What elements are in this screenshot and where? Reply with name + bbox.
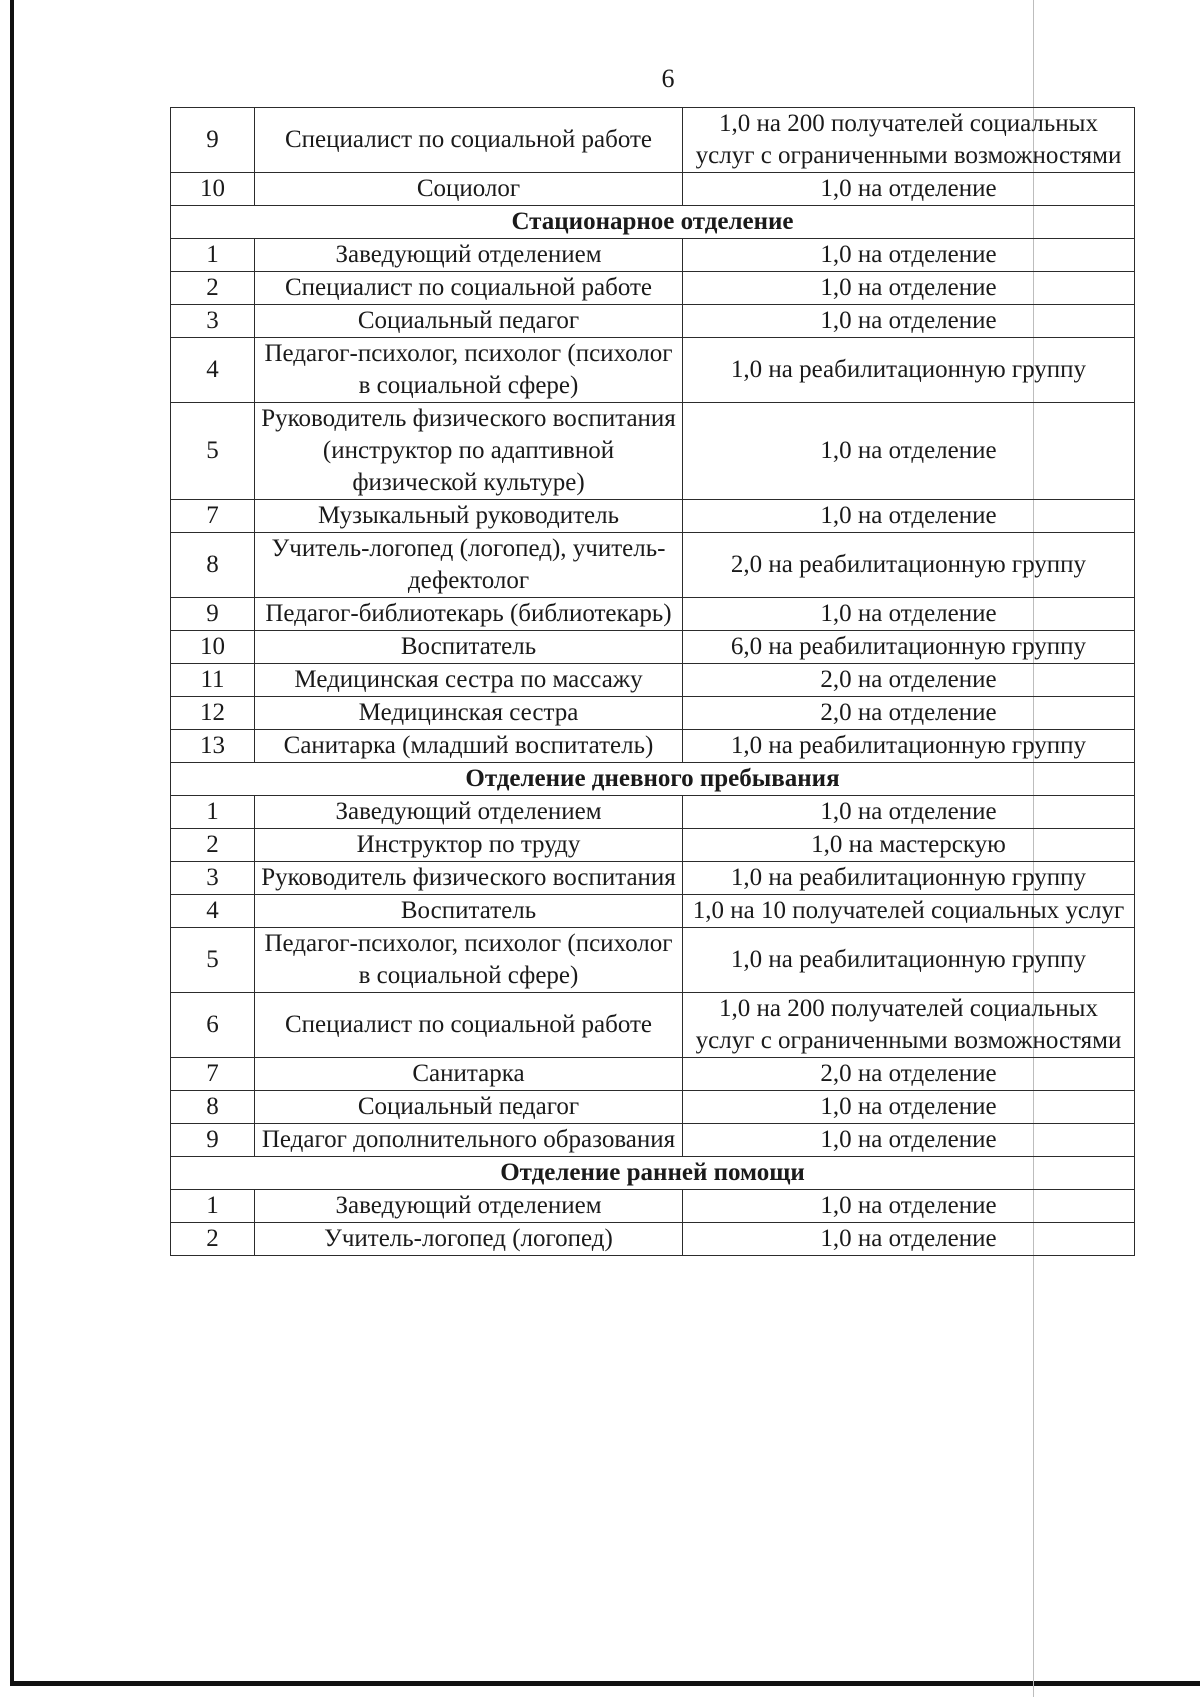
position-cell: Санитарка (младший воспитатель) — [255, 730, 683, 763]
row-number: 8 — [171, 533, 255, 598]
norm-cell: 1,0 на отделение — [683, 796, 1135, 829]
row-number: 13 — [171, 730, 255, 763]
section-title: Отделение ранней помощи — [171, 1157, 1135, 1190]
norm-cell: 2,0 на реабилитационную группу — [683, 533, 1135, 598]
norm-cell: 1,0 на отделение — [683, 1091, 1135, 1124]
table-row — [171, 338, 1135, 403]
table-row — [171, 239, 1135, 272]
norm-cell: 1,0 на 200 получателей социальных услуг с ограниченными возможностями — [683, 108, 1135, 173]
position-cell: Специалист по социальной работе — [255, 993, 683, 1058]
table-row — [171, 1058, 1135, 1091]
position-cell: Социолог — [255, 173, 683, 206]
table-body — [171, 108, 1135, 1256]
table-row — [171, 108, 1135, 173]
position-cell: Санитарка — [255, 1058, 683, 1091]
table-row — [171, 500, 1135, 533]
table-row — [171, 598, 1135, 631]
row-number: 4 — [171, 338, 255, 403]
position-cell: Руководитель физического воспитания — [255, 862, 683, 895]
table-row — [171, 928, 1135, 993]
position-cell: Педагог-библиотекарь (библиотекарь) — [255, 598, 683, 631]
position-cell: Музыкальный руководитель — [255, 500, 683, 533]
table-row — [171, 1223, 1135, 1256]
norm-cell: 1,0 на отделение — [683, 272, 1135, 305]
norm-cell: 1,0 на реабилитационную группу — [683, 928, 1135, 993]
norm-cell: 1,0 на отделение — [683, 1190, 1135, 1223]
norm-cell: 1,0 на 200 получателей социальных услуг с ограниченными возможностями — [683, 993, 1135, 1058]
norm-cell: 1,0 на реабилитационную группу — [683, 338, 1135, 403]
norm-cell: 1,0 на отделение — [683, 305, 1135, 338]
row-number: 11 — [171, 664, 255, 697]
row-number: 1 — [171, 796, 255, 829]
row-number: 5 — [171, 403, 255, 500]
row-number: 6 — [171, 993, 255, 1058]
table-row — [171, 895, 1135, 928]
norm-cell: 6,0 на реабилитационную группу — [683, 631, 1135, 664]
norm-cell: 2,0 на отделение — [683, 664, 1135, 697]
row-number: 2 — [171, 829, 255, 862]
section-header-row — [171, 763, 1135, 796]
position-cell: Воспитатель — [255, 895, 683, 928]
table-row — [171, 173, 1135, 206]
norm-cell: 1,0 на реабилитационную группу — [683, 862, 1135, 895]
position-cell: Руководитель физического воспитания (инструктор по адаптивной физической культуре) — [255, 403, 683, 500]
position-cell: Педагог-психолог, психолог (психолог в социальной сфере) — [255, 338, 683, 403]
section-header-row — [171, 1157, 1135, 1190]
norm-cell: 1,0 на отделение — [683, 1124, 1135, 1157]
norm-cell: 1,0 на отделение — [683, 500, 1135, 533]
section-title: Отделение дневного пребывания — [171, 763, 1135, 796]
row-number: 7 — [171, 500, 255, 533]
table-row — [171, 829, 1135, 862]
row-number: 12 — [171, 697, 255, 730]
norm-cell: 2,0 на отделение — [683, 1058, 1135, 1091]
row-number: 1 — [171, 239, 255, 272]
section-header-row — [171, 206, 1135, 239]
row-number: 3 — [171, 305, 255, 338]
table-row — [171, 533, 1135, 598]
table-row — [171, 631, 1135, 664]
norm-cell: 2,0 на отделение — [683, 697, 1135, 730]
table-row — [171, 993, 1135, 1058]
position-cell: Заведующий отделением — [255, 796, 683, 829]
position-cell: Воспитатель — [255, 631, 683, 664]
row-number: 3 — [171, 862, 255, 895]
staffing-norms-table — [170, 107, 1135, 1256]
row-number: 4 — [171, 895, 255, 928]
section-title: Стационарное отделение — [171, 206, 1135, 239]
position-cell: Учитель-логопед (логопед), учитель-дефектолог — [255, 533, 683, 598]
position-cell: Специалист по социальной работе — [255, 272, 683, 305]
norm-cell: 1,0 на мастерскую — [683, 829, 1135, 862]
norm-cell: 1,0 на отделение — [683, 1223, 1135, 1256]
row-number: 2 — [171, 1223, 255, 1256]
norm-cell: 1,0 на реабилитационную группу — [683, 730, 1135, 763]
row-number: 2 — [171, 272, 255, 305]
row-number: 10 — [171, 631, 255, 664]
row-number: 8 — [171, 1091, 255, 1124]
position-cell: Медицинская сестра по массажу — [255, 664, 683, 697]
page-number: 6 — [661, 64, 675, 93]
table-row — [171, 1124, 1135, 1157]
table-row — [171, 1091, 1135, 1124]
position-cell: Заведующий отделением — [255, 239, 683, 272]
norm-cell: 1,0 на 10 получателей социальных услуг — [683, 895, 1135, 928]
table-row — [171, 403, 1135, 500]
norm-cell: 1,0 на отделение — [683, 598, 1135, 631]
table-row — [171, 862, 1135, 895]
table-row — [171, 664, 1135, 697]
row-number: 10 — [171, 173, 255, 206]
table-row — [171, 730, 1135, 763]
position-cell: Специалист по социальной работе — [255, 108, 683, 173]
table-row — [171, 697, 1135, 730]
table-row — [171, 796, 1135, 829]
position-cell: Социальный педагог — [255, 305, 683, 338]
table-row — [171, 272, 1135, 305]
norm-cell: 1,0 на отделение — [683, 239, 1135, 272]
row-number: 1 — [171, 1190, 255, 1223]
row-number: 5 — [171, 928, 255, 993]
row-number: 9 — [171, 1124, 255, 1157]
norm-cell: 1,0 на отделение — [683, 173, 1135, 206]
position-cell: Инструктор по труду — [255, 829, 683, 862]
position-cell: Педагог-психолог, психолог (психолог в социальной сфере) — [255, 928, 683, 993]
row-number: 9 — [171, 598, 255, 631]
row-number: 9 — [171, 108, 255, 173]
table-row — [171, 1190, 1135, 1223]
row-number: 7 — [171, 1058, 255, 1091]
position-cell: Социальный педагог — [255, 1091, 683, 1124]
position-cell: Заведующий отделением — [255, 1190, 683, 1223]
table-row — [171, 305, 1135, 338]
position-cell: Медицинская сестра — [255, 697, 683, 730]
norm-cell: 1,0 на отделение — [683, 403, 1135, 500]
position-cell: Учитель-логопед (логопед) — [255, 1223, 683, 1256]
position-cell: Педагог дополнительного образования — [255, 1124, 683, 1157]
